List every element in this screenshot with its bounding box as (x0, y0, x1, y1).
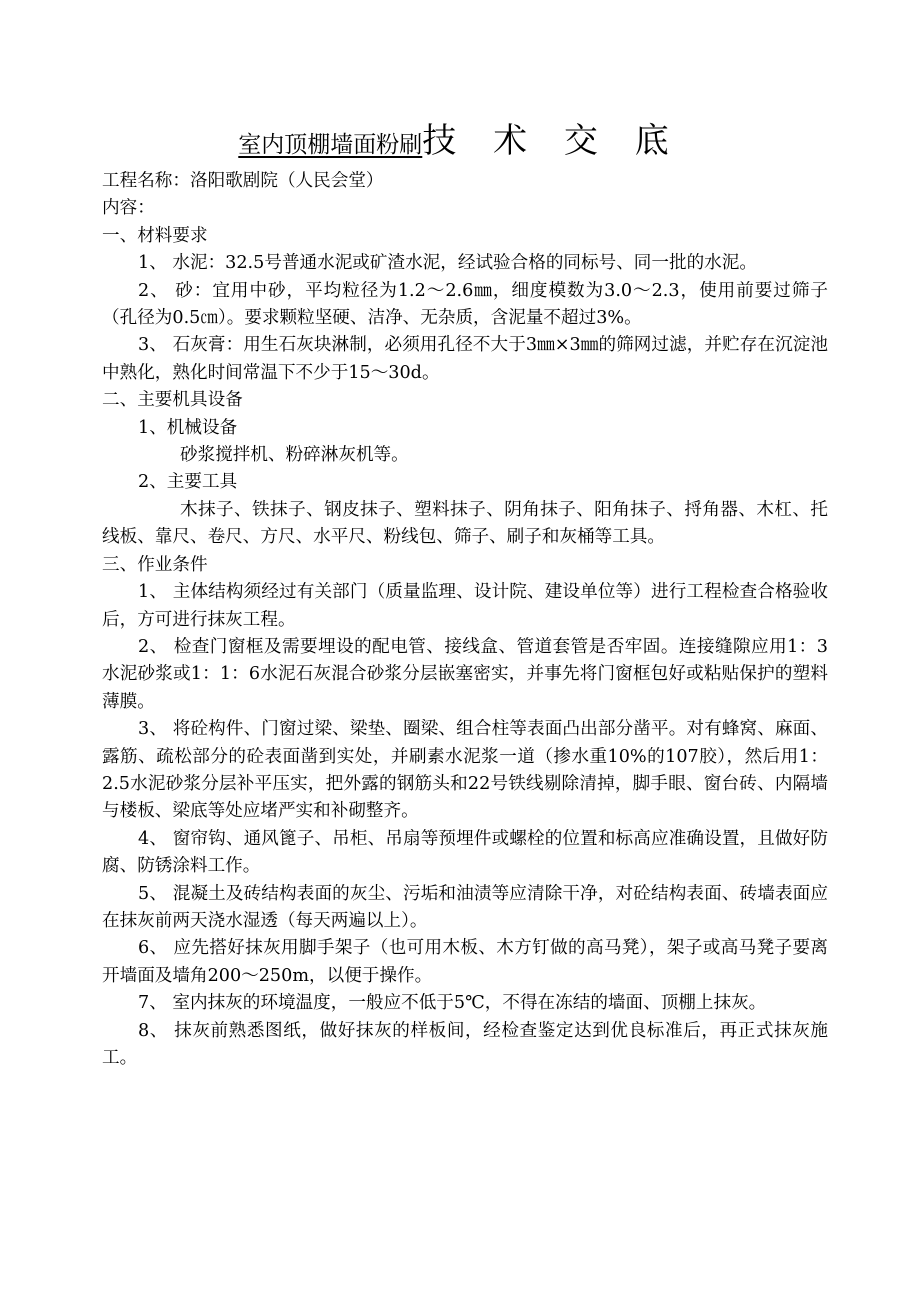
section-heading-materials: 一、材料要求 (102, 225, 208, 246)
conditions-item-3: 3、 将砼构件、门窗过梁、梁垫、圈梁、组合柱等表面凸出部分凿平。对有蜂窝、麻面、露筋、疏松部分的砼表面凿到实处，并刷素水泥浆一道（掺水重10%的107胶），然后用1：2.5水泥砂浆分层补平压实，把外露的钢筋头和22号铁线剔除清掉，脚手眼、窗台砖、内隔墙与楼板、梁底等处应堵严实和补砌整齐。 (102, 719, 828, 822)
conditions-item-5: 5、 混凝土及砖结构表面的灰尘、污垢和油渍等应清除干净，对砼结构表面、砖墙表面应在抹灰前两天浇水湿透（每天两遍以上）。 (102, 883, 828, 931)
equipment-tools-text: 木抹子、铁抹子、钢皮抹子、塑料抹子、阴角抹子、阳角抹子、捋角器、木杠、托线板、靠尺、卷尺、方尺、水平尺、粉线包、筛子、刷子和灰桶等工具。 (102, 499, 828, 548)
project-name-line: 工程名称：洛阳歌剧院（人民会堂） (102, 171, 384, 191)
document-title (0, 118, 920, 170)
equipment-sub-machinery-label: 1、机械设备 (138, 417, 238, 438)
conditions-item-1: 1、 主体结构须经过有关部门（质量监理、设计院、建设单位等）进行工程检查合格验收后，方可进行抹灰工程。 (102, 582, 828, 630)
materials-item-lime-paste: 3、 石灰膏：用生石灰块淋制，必须用孔径不大于3㎜×3㎜的筛网过滤，并贮存在沉淀池中熟化，熟化时间常温下不少于15～30d。 (102, 335, 828, 383)
conditions-item-6: 6、 应先搭好抹灰用脚手架子（也可用木板、木方钉做的高马凳），架子或高马凳子要离开墙面及墙角200～250m，以便于操作。 (102, 938, 828, 986)
title-suffix: 技 术 交 底 (422, 121, 682, 161)
section-heading-conditions: 三、作业条件 (102, 554, 208, 575)
materials-item-sand: 2、 砂：宜用中砂，平均粒径为1.2～2.6㎜，细度模数为3.0～2.3，使用前要过筛子（孔径为0.5㎝）。要求颗粒坚硬、洁净、无杂质，含泥量不超过3%。 (102, 280, 828, 329)
content-label: 内容： (102, 198, 155, 219)
equipment-machinery-text: 砂浆搅拌机、粉碎淋灰机等。 (180, 445, 409, 466)
section-heading-equipment: 二、主要机具设备 (102, 390, 243, 411)
materials-item-cement: 1、 水泥：32.5号普通水泥或矿渣水泥，经试验合格的同标号、同一批的水泥。 (138, 253, 757, 274)
title-main: 室内顶棚墙面粉刷 (238, 132, 423, 158)
conditions-item-8: 8、 抹灰前熟悉图纸，做好抹灰的样板间，经检查鉴定达到优良标准后，再正式抹灰施工。 (102, 1020, 828, 1068)
document-body (102, 168, 828, 1072)
equipment-sub-tools-label: 2、主要工具 (138, 472, 238, 493)
conditions-item-4: 4、 窗帘钩、通风篦子、吊柜、吊扇等预埋件或螺栓的位置和标高应准确设置，且做好防腐、防锈涂料工作。 (102, 828, 828, 877)
conditions-item-7: 7、 室内抹灰的环境温度，一般应不低于5℃，不得在冻结的墙面、顶棚上抹灰。 (138, 993, 767, 1014)
conditions-item-2: 2、 检查门窗框及需要埋设的配电管、接线盒、管道套管是否牢固。连接缝隙应用1：3水泥砂浆或1：1：6水泥石灰混合砂浆分层嵌塞密实，并事先将门窗框包好或粘贴保护的塑料薄膜。 (102, 636, 828, 712)
